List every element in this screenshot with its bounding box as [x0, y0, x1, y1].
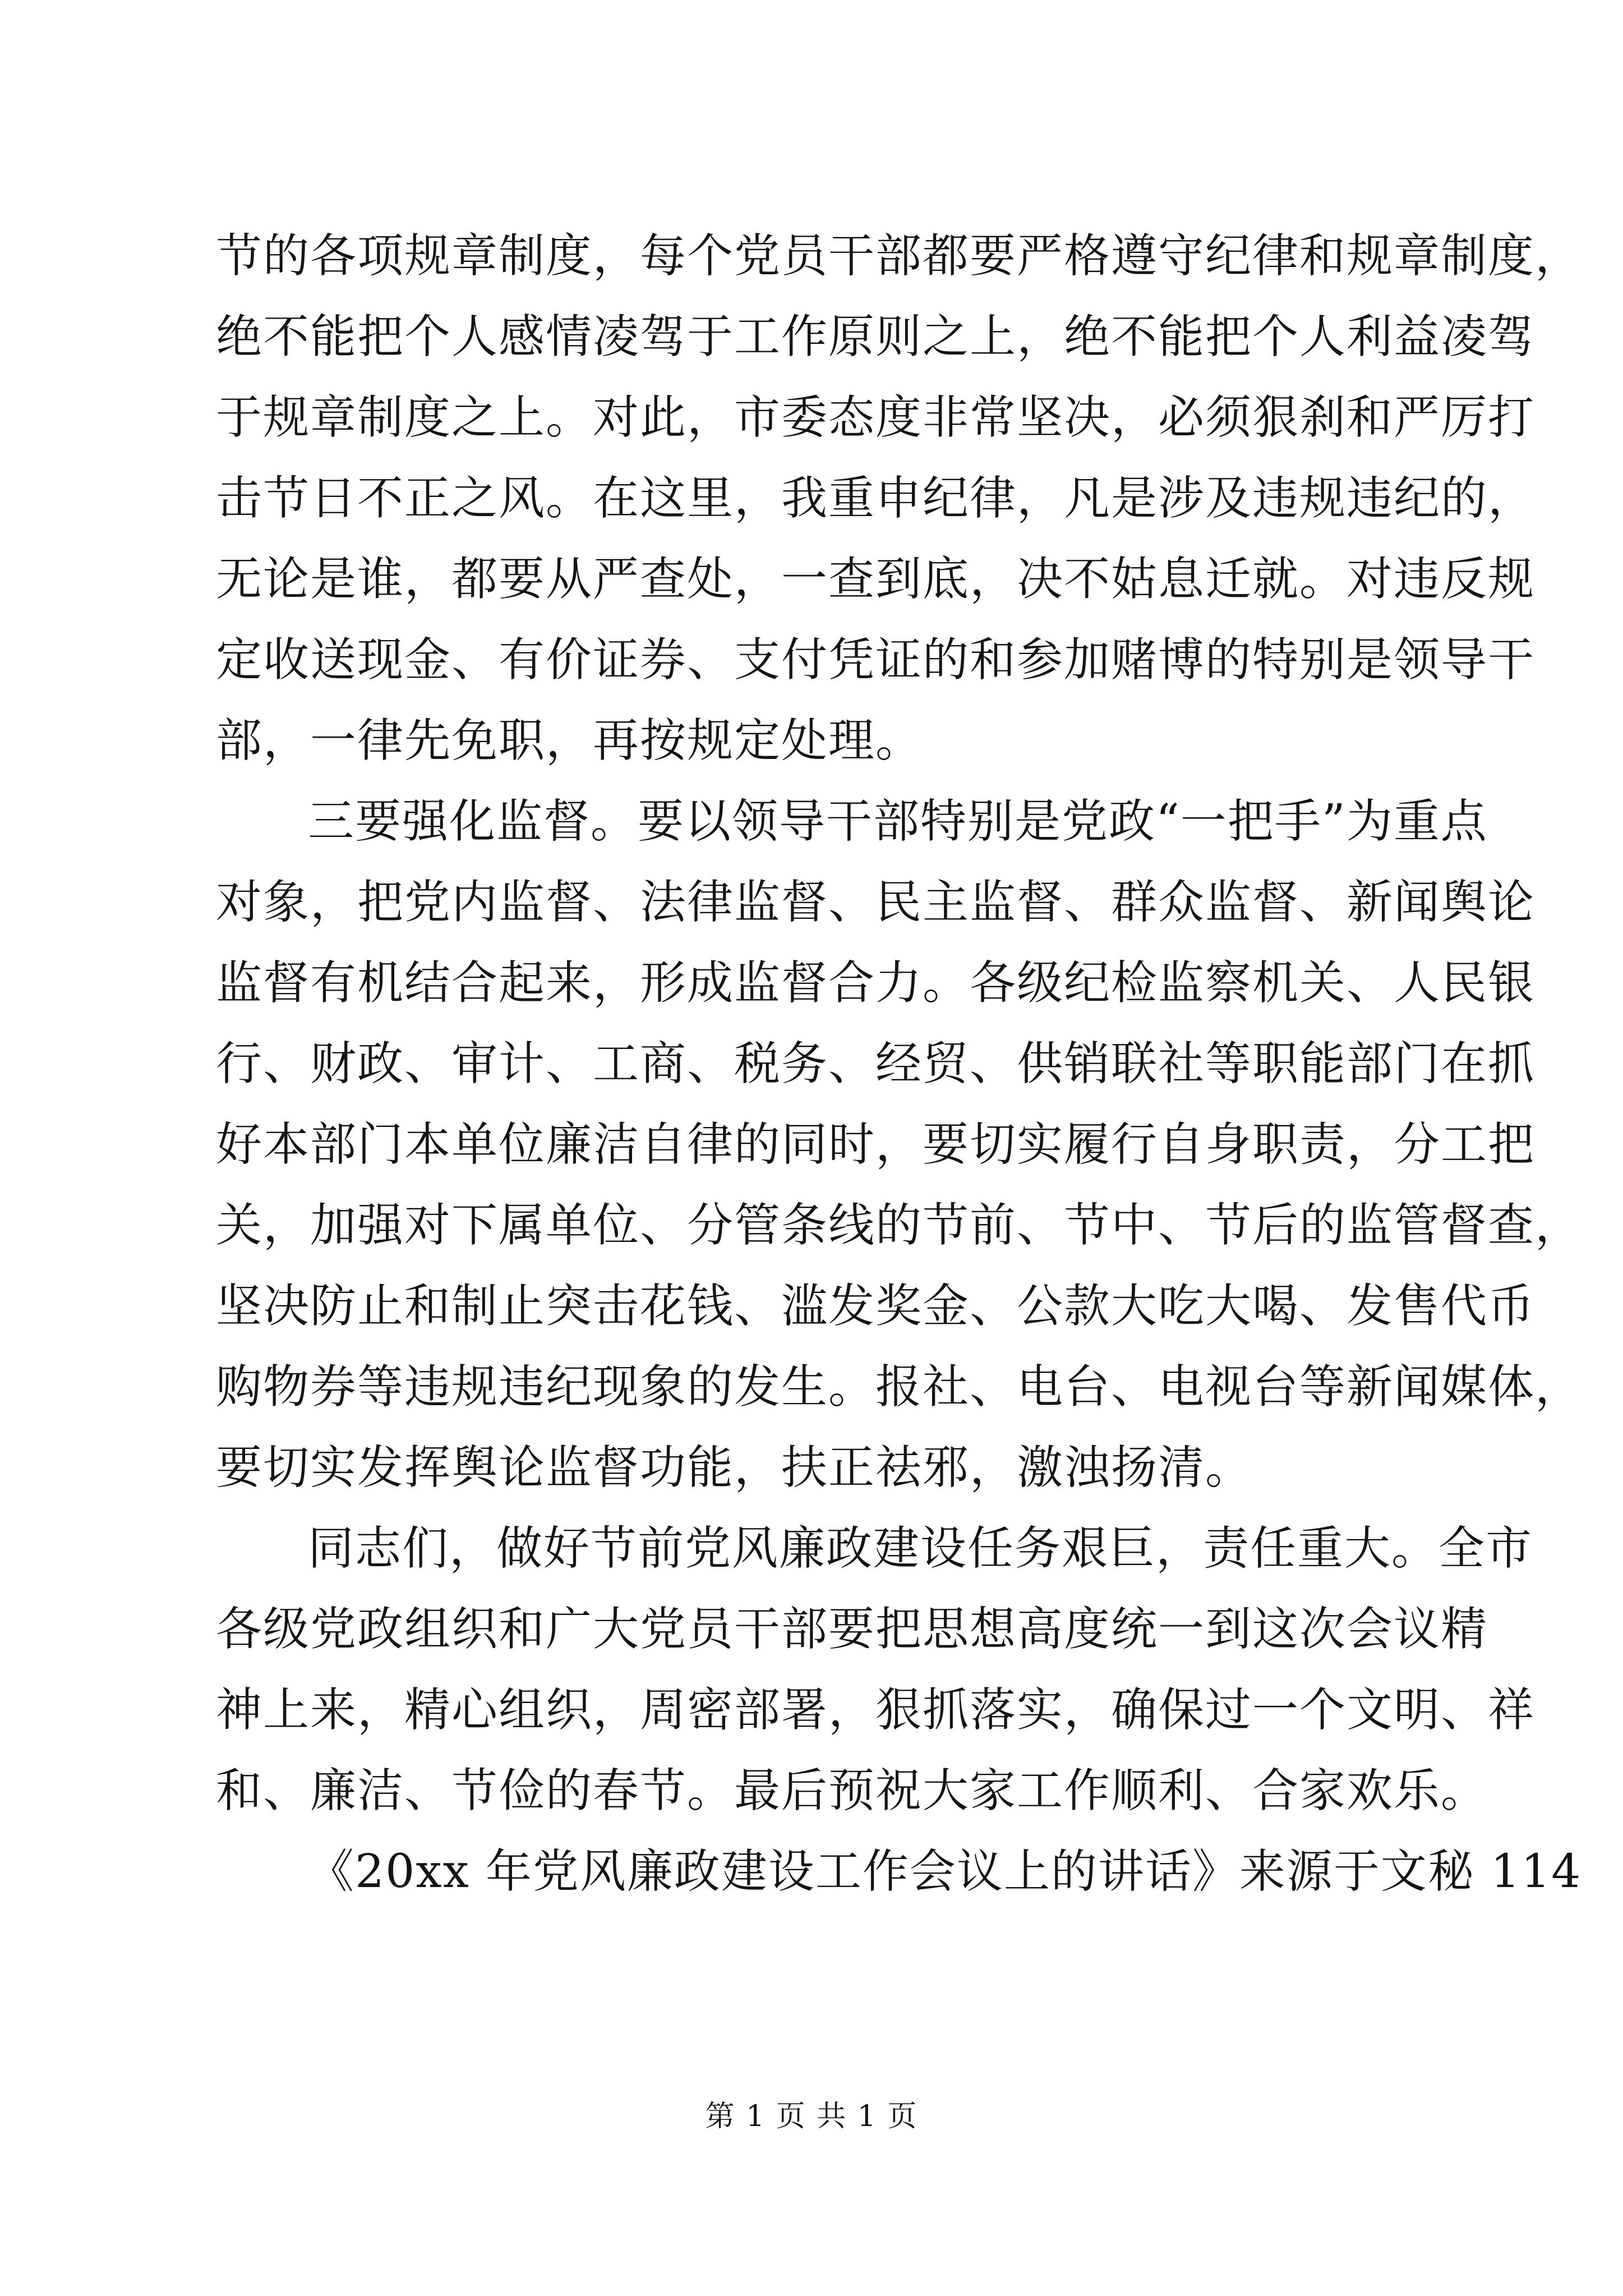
text-line: 对象，把党内监督、法律监督、民主监督、群众监督、新闻舆论: [216, 876, 1536, 929]
paragraph-3: [216, 1508, 1536, 1832]
text-line: 各级党政组织和广大党员干部要把思想高度统一到这次会议精: [216, 1603, 1488, 1656]
text-line-first: 同志们，做好节前党风廉政建设任务艰巨，责任重大。全市: [308, 1522, 1533, 1575]
text-line: 关，加强对下属单位、分管条线的节前、节中、节后的监管督查，: [216, 1199, 1583, 1252]
text-line: 行、财政、审计、工商、税务、经贸、供销联社等职能部门在抓: [216, 1037, 1536, 1091]
text-line: 定收送现金、有价证券、支付凭证的和参加赌博的特别是领导干: [216, 633, 1536, 687]
text-line: 节的各项规章制度，每个党员干部都要严格遵守纪律和规章制度，: [216, 229, 1583, 283]
text-line: 要切实发挥舆论监督功能，扶正祛邪，激浊扬清。: [216, 1441, 1253, 1494]
document-body: [216, 216, 1583, 1912]
paragraph-1: [216, 216, 1583, 781]
text-line: 绝不能把个人感情凌驾于工作原则之上，绝不能把个人利益凌驾: [216, 310, 1536, 364]
text-line: 监督有机结合起来，形成监督合力。各级纪检监察机关、人民银: [216, 956, 1536, 1010]
text-line: 无论是谁，都要从严查处，一查到底，决不姑息迁就。对违反规: [216, 553, 1536, 606]
text-line: 和、廉洁、节俭的春节。最后预祝大家工作顺利、合家欢乐。: [216, 1764, 1488, 1818]
text-line: 于规章制度之上。对此，市委态度非常坚决，必须狠刹和严厉打: [216, 391, 1536, 444]
source-line: 《20xx 年党风廉政建设工作会议上的讲话》来源于文秘 114: [308, 1845, 1582, 1898]
text-line: 坚决防止和制止突击花钱、滥发奖金、公款大吃大喝、发售代币: [216, 1280, 1536, 1333]
text-line: 购物券等违规违纪现象的发生。报社、电台、电视台等新闻媒体，: [216, 1360, 1583, 1414]
text-line: 好本部门本单位廉洁自律的同时，要切实履行自身职责，分工把: [216, 1118, 1536, 1171]
text-line: 击节日不正之风。在这里，我重申纪律，凡是涉及违规违纪的，: [216, 472, 1536, 525]
text-line: 神上来，精心组织，周密部署，狠抓落实，确保过一个文明、祥: [216, 1683, 1536, 1737]
page-footer: [0, 2097, 1623, 2136]
page-number-label: 第 1 页 共 1 页: [705, 2100, 918, 2133]
source-note: [216, 1832, 1582, 1912]
text-line-first: 三要强化监督。要以领导干部特别是党政“一把手”为重点: [308, 795, 1488, 848]
text-line: 部，一律先免职，再按规定处理。: [216, 714, 923, 767]
paragraph-2: [216, 781, 1583, 1508]
